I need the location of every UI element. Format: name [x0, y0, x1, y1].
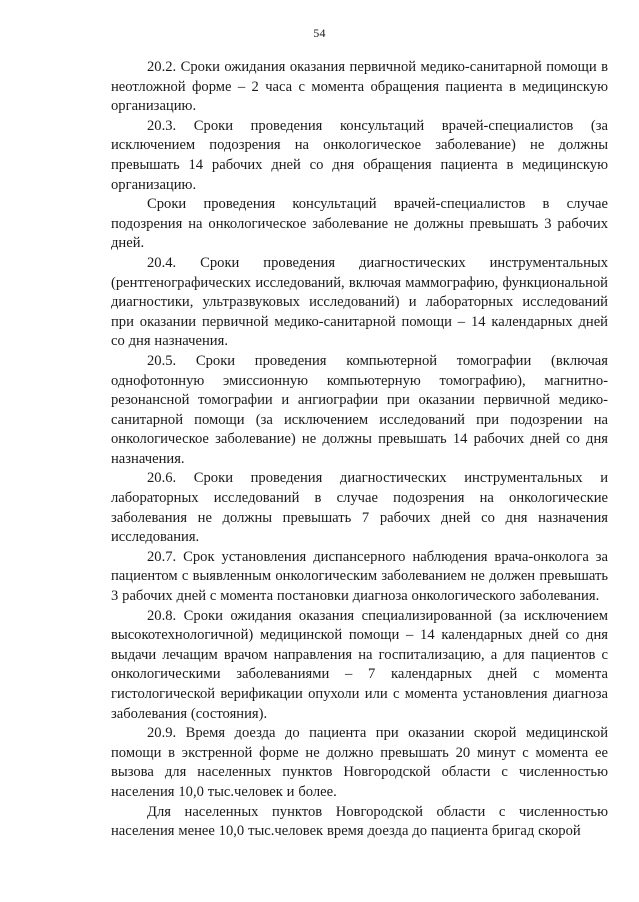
paragraph-20-2: 20.2. Сроки ожидания оказания первичной медико-санитарной помощи в неотложной форме – 2 часа с момента обращения пациента в медицинскую организацию. — [111, 59, 608, 115]
paragraph-oncology-consultations: Сроки проведения консультаций врачей-специалистов в случае подозрения на онкологическое заболевание не должны превышать 3 рабочих дней. — [111, 196, 608, 252]
paragraph-20-9: 20.9. Время доезда до пациента при оказании скорой медицинской помощи в экстренной форме не должно превышать 20 минут с момента ее вызова для населенных пунктов Новгородской области с численностью населения 10,0 тыс.человек и более. — [111, 725, 608, 800]
paragraph-small-settlements: Для населенных пунктов Новгородской области с численностью населения менее 10,0 тыс.человек время доезда до пациента бригад скорой — [111, 803, 608, 840]
paragraph-20-8: 20.8. Сроки ожидания оказания специализированной (за исключением высокотехнологичной) медицинской помощи – 14 календарных дней со дня выдачи лечащим врачом направления на госпитализацию, а для пациентов с онкологическими заболеваниями – 7 календарных дней с момента гистологической верификации опухоли или с момента установления диагноза заболевания (состояния). — [111, 607, 608, 722]
paragraph-20-4: 20.4. Сроки проведения диагностических инструментальных (рентгенографических исследований, включая маммографию, функциональной диагностики, ультразвуковых исследований) и лабораторных исследований при оказании первичной медико-санитарной помощи – 14 календарных дней со дня назначения. — [111, 254, 608, 350]
paragraph-20-6: 20.6. Сроки проведения диагностических инструментальных и лабораторных исследований в случае подозрения на онкологические заболевания не должны превышать 7 рабочих дней со дня назначения исследования. — [111, 470, 608, 546]
paragraph-20-5: 20.5. Сроки проведения компьютерной томографии (включая однофотонную эмиссионную компьютерную томографию), магнитно-резонансной томографии и ангиографии при оказании первичной медико-санитарной помощи (за исключением исследований при подозрении на онкологическое заболевание) не должны превышать 14 рабочих дней со дня назначения. — [111, 352, 608, 467]
page-number: 54 — [313, 26, 326, 40]
paragraph-20-3: 20.3. Сроки проведения консультаций врачей-специалистов (за исключением подозрения на онкологическое заболевание) не должны превышать 14 рабочих дней со дня обращения пациента в медицинскую организацию. — [111, 117, 608, 193]
paragraph-20-7: 20.7. Срок установления диспансерного наблюдения врача-онколога за пациентом с выявленным онкологическим заболеванием не должен превышать 3 рабочих дней с момента постановки диагноза онкологического заболевания. — [111, 548, 608, 605]
document-body — [111, 58, 608, 842]
